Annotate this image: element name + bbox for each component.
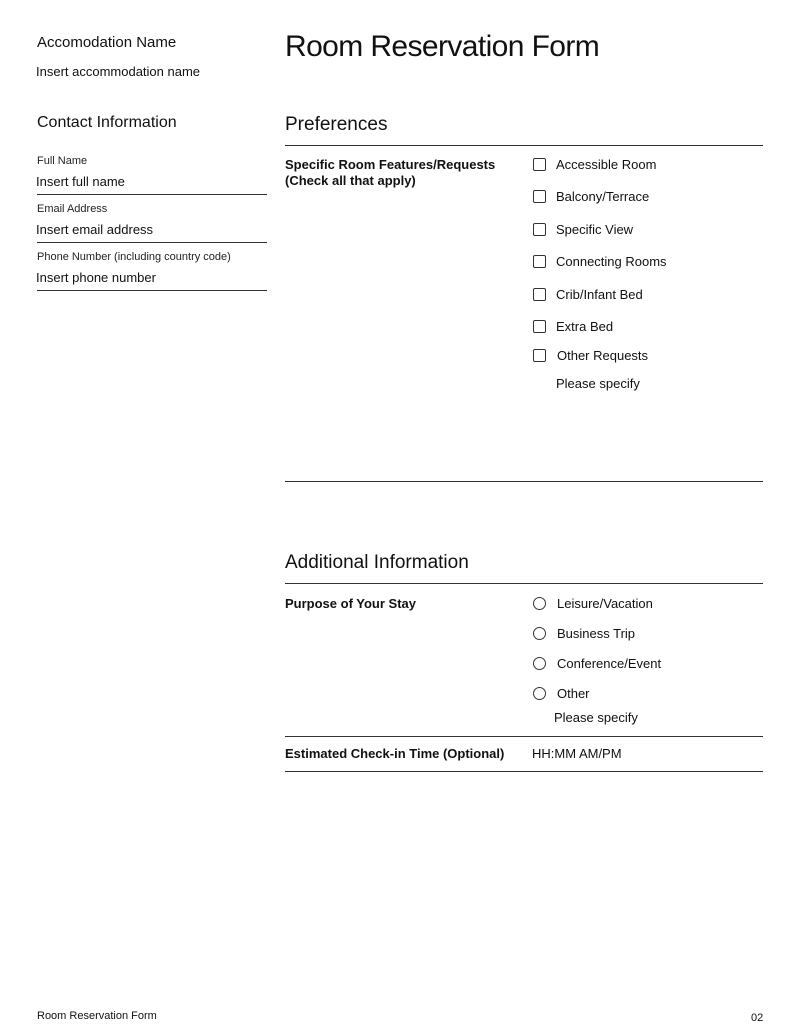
purpose-other[interactable] <box>533 686 590 701</box>
option-other-requests[interactable] <box>533 348 648 363</box>
option-extra-bed[interactable] <box>533 319 613 334</box>
email-address-underline <box>37 242 267 243</box>
phone-number-label: Phone Number (including country code) <box>37 251 231 263</box>
checkbox[interactable] <box>533 190 546 203</box>
checkin-bottom-rule <box>285 771 763 772</box>
checkin-time-label: Estimated Check-in Time (Optional) <box>285 746 505 761</box>
radio-button[interactable] <box>533 627 546 640</box>
preferences-heading: Preferences <box>285 114 388 135</box>
option-accessible-room[interactable] <box>533 157 656 172</box>
radio-button[interactable] <box>533 687 546 700</box>
purpose-business-trip[interactable] <box>533 626 635 641</box>
purpose-other-specify-field[interactable]: Please specify <box>554 710 638 725</box>
option-label: Crib/Infant Bed <box>556 287 643 302</box>
accommodation-name-value[interactable]: Insert accommodation name <box>36 64 201 79</box>
checkbox[interactable] <box>533 320 546 333</box>
option-label: Extra Bed <box>556 319 614 334</box>
checkbox[interactable] <box>533 255 546 268</box>
option-specific-view[interactable] <box>533 222 633 237</box>
page-title: Room Reservation Form <box>285 30 600 63</box>
contact-information-heading: Contact Information <box>37 114 177 131</box>
purpose-of-stay-label: Purpose of Your Stay <box>285 596 416 611</box>
option-label: Balcony/Terrace <box>556 189 650 204</box>
option-label: Conference/Event <box>557 656 662 671</box>
purpose-bottom-rule <box>285 736 763 737</box>
preferences-bottom-rule <box>285 481 763 482</box>
option-label: Accessible Room <box>556 157 657 172</box>
accommodation-name-title: Accomodation Name <box>37 34 177 51</box>
room-features-question-line1: Specific Room Features/Requests <box>285 157 496 172</box>
radio-button[interactable] <box>533 657 546 670</box>
footer-title: Room Reservation Form <box>37 1010 157 1022</box>
option-label: Business Trip <box>557 626 636 641</box>
option-balcony-terrace[interactable] <box>533 189 649 204</box>
purpose-conference-event[interactable] <box>533 656 661 671</box>
option-label: Other <box>557 686 590 701</box>
purpose-leisure-vacation[interactable] <box>533 596 653 611</box>
radio-button[interactable] <box>533 597 546 610</box>
email-address-field[interactable]: Insert email address <box>36 222 154 237</box>
email-address-label: Email Address <box>37 203 108 215</box>
option-label: Connecting Rooms <box>556 254 667 269</box>
phone-number-underline <box>37 290 267 291</box>
additional-information-rule <box>285 583 763 584</box>
room-features-question <box>285 157 495 189</box>
full-name-label: Full Name <box>37 155 88 167</box>
option-connecting-rooms[interactable] <box>533 254 667 269</box>
checkbox[interactable] <box>533 288 546 301</box>
phone-number-field[interactable]: Insert phone number <box>36 270 156 285</box>
room-features-question-line2: (Check all that apply) <box>285 173 416 188</box>
option-crib-infant-bed[interactable] <box>533 287 643 302</box>
full-name-underline <box>37 194 267 195</box>
full-name-field[interactable]: Insert full name <box>36 174 125 189</box>
option-label: Specific View <box>556 222 634 237</box>
additional-information-heading: Additional Information <box>285 552 469 573</box>
checkbox[interactable] <box>533 349 546 362</box>
checkbox[interactable] <box>533 158 546 171</box>
checkin-time-field[interactable]: HH:MM AM/PM <box>532 746 622 761</box>
checkbox[interactable] <box>533 223 546 236</box>
preferences-top-rule <box>285 145 763 146</box>
other-requests-specify-field[interactable]: Please specify <box>556 376 640 391</box>
option-label: Other Requests <box>557 348 649 363</box>
option-label: Leisure/Vacation <box>557 596 653 611</box>
page-number: 02 <box>751 1012 764 1024</box>
